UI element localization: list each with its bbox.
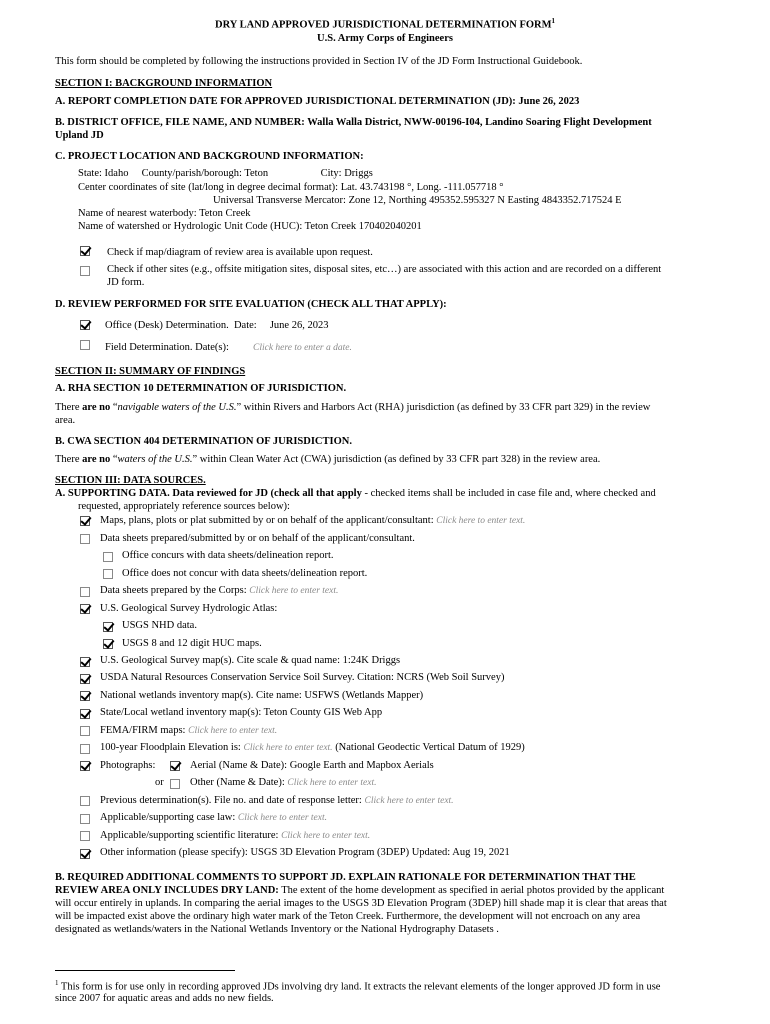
map-available-checkbox[interactable] bbox=[80, 246, 90, 256]
other-sites-label-cont: JD form. bbox=[107, 277, 145, 288]
rationale-line5: designated as wetlands/waters in the National Wetlands Inventory or the National Hydrography Datasets . bbox=[55, 924, 499, 935]
intro-text: This form should be completed by following the instructions provided in Section IV of the JD Form Instructional Guidebook. bbox=[55, 56, 583, 67]
literature-item: Applicable/supporting scientific literature: Click here to enter text. bbox=[100, 830, 371, 841]
photographs-checkbox[interactable] bbox=[80, 761, 90, 771]
datasheets-item: Data sheets prepared/submitted by or on behalf of the applicant/consultant. bbox=[100, 533, 415, 544]
section1-d-heading: D. REVIEW PERFORMED FOR SITE EVALUATION (CHECK ALL THAT APPLY): bbox=[55, 299, 447, 310]
supporting-data-heading: A. SUPPORTING DATA. Data reviewed for JD (check all that apply - checked items shall be included in case file and, where checked and bbox=[55, 488, 656, 499]
other-sites-label: Check if other sites (e.g., offsite mitigation sites, disposal sites, etc…) are associated with this action and are recorded on a different bbox=[107, 264, 662, 275]
office-not-concur-checkbox[interactable] bbox=[103, 569, 113, 579]
usgs-huc-checkbox[interactable] bbox=[103, 639, 113, 649]
case-law-item: Applicable/supporting case law: Click here to enter text. bbox=[100, 812, 327, 823]
photographs-item: Photographs: bbox=[100, 760, 156, 771]
field-determination-checkbox[interactable] bbox=[80, 340, 90, 350]
case-law-checkbox[interactable] bbox=[80, 814, 90, 824]
office-concurs-checkbox[interactable] bbox=[103, 552, 113, 562]
usgs-nhd-checkbox[interactable] bbox=[103, 622, 113, 632]
floodplain-item: 100-year Floodplain Elevation is: Click here to enter text. (National Geodectic Vertical Datum of 1929) bbox=[100, 742, 525, 753]
field-date-input[interactable]: Click here to enter a date. bbox=[253, 343, 352, 353]
section1-b-line2: Upland JD bbox=[55, 130, 104, 141]
floodplain-input[interactable]: Click here to enter text. bbox=[243, 743, 333, 753]
nwi-item: National wetlands inventory map(s). Cite name: USFWS (Wetlands Mapper) bbox=[100, 690, 424, 701]
datasheets-checkbox[interactable] bbox=[80, 534, 90, 544]
location-utm: Universal Transverse Mercator: Zone 12, Northing 495352.595327 N Easting 4843352.717524 E bbox=[213, 195, 622, 206]
literature-checkbox[interactable] bbox=[80, 831, 90, 841]
other-photo-input[interactable]: Click here to enter text. bbox=[287, 778, 377, 788]
section3-heading: SECTION III: DATA SOURCES. bbox=[55, 475, 206, 486]
usgs-atlas-checkbox[interactable] bbox=[80, 604, 90, 614]
section1-b-line1: B. DISTRICT OFFICE, FILE NAME, AND NUMBER: Walla Walla District, NWW-00196-I04, Landino Soaring Flight Development bbox=[55, 117, 652, 128]
usgs-huc-item: USGS 8 and 12 digit HUC maps. bbox=[122, 638, 262, 649]
watershed-huc: Name of watershed or Hydrologic Unit Code (HUC): Teton Creek 170402040201 bbox=[78, 221, 422, 232]
field-determination-label: Field Determination. Date(s): bbox=[105, 342, 229, 353]
corps-datasheets-checkbox[interactable] bbox=[80, 587, 90, 597]
previous-determination-checkbox[interactable] bbox=[80, 796, 90, 806]
section1-c-heading: C. PROJECT LOCATION AND BACKGROUND INFORMATION: bbox=[55, 151, 364, 162]
case-law-input[interactable]: Click here to enter text. bbox=[237, 813, 327, 823]
footnote-line2: since 2007 for aquatic areas and adds no new fields. bbox=[55, 993, 274, 1004]
footnote-ref: 1 bbox=[551, 17, 556, 25]
usgs-maps-item: U.S. Geological Survey map(s). Cite scale & quad name: 1:24K Driggs bbox=[100, 655, 401, 666]
map-available-label: Check if map/diagram of review area is available upon request. bbox=[107, 247, 373, 258]
maps-input[interactable]: Click here to enter text. bbox=[436, 516, 526, 526]
rha-heading: A. RHA SECTION 10 DETERMINATION OF JURISDICTION. bbox=[55, 383, 347, 394]
other-sites-checkbox[interactable] bbox=[80, 266, 90, 276]
office-determination-checkbox[interactable] bbox=[80, 320, 90, 330]
usgs-maps-checkbox[interactable] bbox=[80, 657, 90, 667]
fema-item: FEMA/FIRM maps: Click here to enter text. bbox=[100, 725, 278, 736]
aerial-item: Aerial (Name & Date): Google Earth and Mapbox Aerials bbox=[190, 760, 434, 771]
rationale-heading: B. REQUIRED ADDITIONAL COMMENTS TO SUPPORT JD. EXPLAIN RATIONALE FOR DETERMINATION THAT THE bbox=[55, 872, 636, 883]
soil-survey-checkbox[interactable] bbox=[80, 674, 90, 684]
maps-checkbox[interactable] bbox=[80, 516, 90, 526]
office-not-concur-item: Office does not concur with data sheets/delineation report. bbox=[122, 568, 368, 579]
floodplain-checkbox[interactable] bbox=[80, 744, 90, 754]
rationale-line2: REVIEW AREA ONLY INCLUDES DRY LAND: The extent of the home development as specified in aerial photos provided by the applicant bbox=[55, 885, 665, 896]
cwa-heading: B. CWA SECTION 404 DETERMINATION OF JURISDICTION. bbox=[55, 436, 352, 447]
nearest-waterbody: Name of nearest waterbody: Teton Creek bbox=[78, 208, 251, 219]
location-state-line: State: Idaho County/parish/borough: Teton City: Driggs bbox=[78, 168, 373, 179]
rha-text: There are no “navigable waters of the U.S.” within Rivers and Harbors Act (RHA) jurisdiction (as defined by 33 CFR part 329) in the review bbox=[55, 402, 651, 413]
maps-item: Maps, plans, plots or plat submitted by or on behalf of the applicant/consultant: Click here to enter text. bbox=[100, 515, 526, 526]
aerial-checkbox[interactable] bbox=[170, 761, 180, 771]
other-info-item: Other information (please specify): USGS 3D Elevation Program (3DEP) Updated: Aug 19, 2021 bbox=[100, 847, 510, 858]
literature-input[interactable]: Click here to enter text. bbox=[281, 831, 371, 841]
footnote-divider bbox=[55, 970, 235, 971]
rationale-line4: will be impacted exist above the ordinary high water mark of the Teton Creek. Furthermore, the development will not encroach on any area bbox=[55, 911, 641, 922]
other-photo-checkbox[interactable] bbox=[170, 779, 180, 789]
office-concurs-item: Office concurs with data sheets/delineation report. bbox=[122, 550, 334, 561]
corps-datasheets-input[interactable]: Click here to enter text. bbox=[249, 586, 339, 596]
supporting-data-heading-cont: requested, appropriately reference sources below): bbox=[78, 501, 290, 512]
cwa-text: There are no “waters of the U.S.” within Clean Water Act (CWA) jurisdiction (as defined by 33 CFR part 328) in the review area. bbox=[55, 454, 601, 465]
previous-determination-input[interactable]: Click here to enter text. bbox=[364, 796, 454, 806]
state-inventory-item: State/Local wetland inventory map(s): Teton County GIS Web App bbox=[100, 707, 383, 718]
or-label: or bbox=[155, 777, 164, 788]
rationale-line3: will occur entirely in uplands. In comparing the aerial images to the USGS 3D Elevation Program (3DEP) hill shade map it is clear that areas that bbox=[55, 898, 667, 909]
section2-heading: SECTION II: SUMMARY OF FINDINGS bbox=[55, 366, 246, 377]
fema-input[interactable]: Click here to enter text. bbox=[188, 726, 278, 736]
state-inventory-checkbox[interactable] bbox=[80, 709, 90, 719]
corps-datasheets-item: Data sheets prepared by the Corps: Click here to enter text. bbox=[100, 585, 339, 596]
nwi-checkbox[interactable] bbox=[80, 691, 90, 701]
section1-heading: SECTION I: BACKGROUND INFORMATION bbox=[55, 78, 273, 89]
footnote-line1: $^1$ This form is for use only in recording approved JDs involving dry land. It extracts the relevant elements of the longer approved JD form in use bbox=[55, 979, 661, 993]
form-title bbox=[0, 17, 770, 32]
rha-text-cont: area. bbox=[55, 415, 76, 426]
other-photo-item: Other (Name & Date): Click here to enter text. bbox=[190, 777, 377, 788]
agency-name: U.S. Army Corps of Engineers bbox=[317, 33, 453, 44]
soil-survey-item: USDA Natural Resources Conservation Service Soil Survey. Citation: NCRS (Web Soil Survey) bbox=[100, 672, 505, 683]
location-coords: Center coordinates of site (lat/long in degree decimal format): Lat. 43.743198 °, Long. -111.057718 ° bbox=[78, 182, 504, 193]
usgs-nhd-item: USGS NHD data. bbox=[122, 620, 197, 631]
other-info-checkbox[interactable] bbox=[80, 849, 90, 859]
previous-determination-item: Previous determination(s). File no. and date of response letter: Click here to enter text. bbox=[100, 795, 454, 806]
fema-checkbox[interactable] bbox=[80, 726, 90, 736]
usgs-atlas-item: U.S. Geological Survey Hydrologic Atlas: bbox=[100, 603, 278, 614]
office-determination-label: Office (Desk) Determination. Date: June 26, 2023 bbox=[105, 320, 329, 331]
form-title-text: DRY LAND APPROVED JURISDICTIONAL DETERMINATION FORM bbox=[214, 19, 552, 31]
section1-a: A. REPORT COMPLETION DATE FOR APPROVED JURISDICTIONAL DETERMINATION (JD): June 26, 2023 bbox=[55, 96, 580, 107]
